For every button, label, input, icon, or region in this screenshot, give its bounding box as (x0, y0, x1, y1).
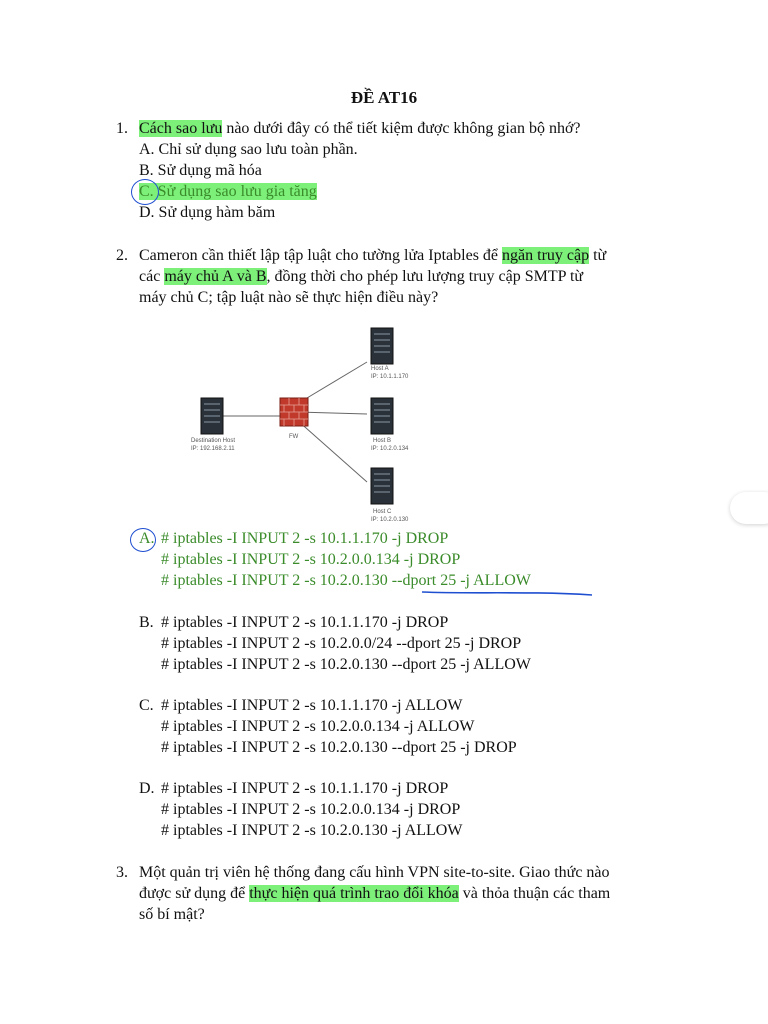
option-d-line: # iptables -I INPUT 2 -s 10.2.0.130 -j ALLOW (161, 822, 463, 839)
destination-host-ip: IP: 192.168.2.11 (191, 446, 235, 452)
question-number: 2. (116, 247, 128, 264)
option-a-line: # iptables -I INPUT 2 -s 10.1.1.170 -j DROP (161, 530, 449, 547)
firewall-icon (280, 398, 308, 426)
server-icon (371, 398, 393, 434)
option-a-line: # iptables -I INPUT 2 -s 10.2.0.0.134 -j DROP (161, 551, 461, 568)
host-c-label: Host C (373, 509, 392, 515)
server-icon (201, 398, 223, 434)
option-a: A. Chỉ sử dụng sao lưu toàn phần. (139, 141, 358, 158)
highlight: Sử dụng sao lưu gia tăng (153, 183, 317, 200)
ink-underline (420, 588, 596, 598)
host-b-label: Host B (373, 438, 392, 444)
option-c-line: # iptables -I INPUT 2 -s 10.2.0.130 --dport 25 -j DROP (161, 739, 517, 756)
option-c-line: # iptables -I INPUT 2 -s 10.2.0.0.134 -j ALLOW (161, 718, 475, 735)
server-icon (371, 328, 393, 364)
option-c (139, 181, 317, 202)
option-b-letter: B. (139, 614, 154, 631)
option-c-letter: C. (139, 697, 154, 714)
option-b-line: # iptables -I INPUT 2 -s 10.1.1.170 -j DROP (161, 614, 449, 631)
option-b-line: # iptables -I INPUT 2 -s 10.2.0.0/24 --dport 25 -j DROP (161, 635, 522, 652)
page-title: ĐỀ AT16 (350, 88, 418, 107)
server-icon (371, 468, 393, 504)
highlight: ngăn truy cập (502, 247, 590, 264)
host-a-label: Host A (371, 366, 389, 372)
question-stem-line: các máy chủ A và B, đồng thời cho phép lưu lượng truy cập SMTP từ (139, 268, 584, 285)
option-letter: C. (139, 183, 154, 200)
highlight: thực hiện quá trình trao đổi khóa (249, 885, 459, 902)
firewall-label: FW (289, 434, 299, 440)
option-d-line: # iptables -I INPUT 2 -s 10.1.1.170 -j DROP (161, 780, 449, 797)
option-c-line: # iptables -I INPUT 2 -s 10.1.1.170 -j ALLOW (161, 697, 463, 714)
option-d-line: # iptables -I INPUT 2 -s 10.2.0.0.134 -j DROP (161, 801, 461, 818)
question-stem: Cách sao lưu nào dưới đây có thể tiết kiệm được không gian bộ nhớ? (139, 120, 581, 137)
option-b-line: # iptables -I INPUT 2 -s 10.2.0.130 --dport 25 -j ALLOW (161, 656, 531, 673)
question-stem-line: Một quản trị viên hệ thống đang cấu hình VPN site-to-site. Giao thức nào (139, 864, 610, 881)
question-number: 1. (116, 120, 128, 137)
option-a-letter: A. (139, 530, 155, 547)
question-stem-line: được sử dụng để thực hiện quá trình trao đổi khóa và thỏa thuận các tham (139, 885, 611, 902)
host-a-ip: IP: 10.1.1.170 (371, 374, 409, 380)
destination-host-label: Destination Host (191, 438, 236, 444)
question-number: 3. (116, 864, 128, 881)
question-stem-line: Cameron cần thiết lập tập luật cho tường lửa Iptables để ngăn truy cập từ (139, 247, 607, 264)
question-stem-line: số bí mật? (139, 906, 205, 923)
host-c-ip: IP: 10.2.0.130 (371, 517, 409, 523)
option-d-letter: D. (139, 780, 155, 797)
network-diagram (185, 322, 425, 527)
host-b-ip: IP: 10.2.0.134 (371, 446, 409, 452)
highlight: Cách sao lưu (139, 120, 223, 137)
scroll-handle[interactable] (730, 492, 768, 524)
option-d: D. Sử dụng hàm băm (139, 204, 276, 221)
highlight: máy chủ A và B (164, 268, 267, 285)
option-a-line: # iptables -I INPUT 2 -s 10.2.0.130 --dport 25 -j ALLOW (161, 572, 531, 589)
question-stem-line: máy chủ C; tập luật nào sẽ thực hiện điều này? (139, 289, 439, 306)
option-b: B. Sử dụng mã hóa (139, 162, 262, 179)
